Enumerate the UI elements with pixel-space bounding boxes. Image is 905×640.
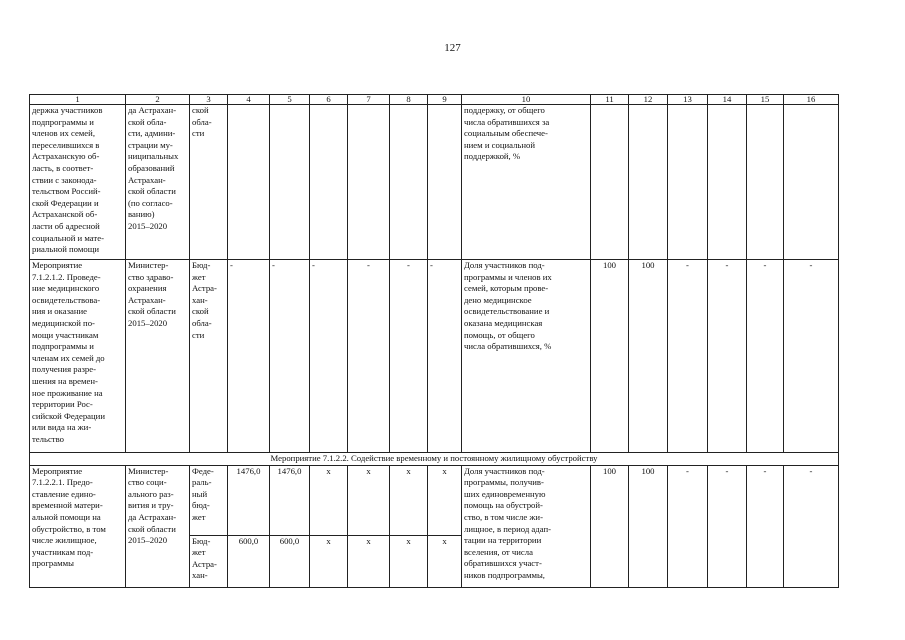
col-number: 5 — [270, 95, 310, 105]
value-cell: 100 — [629, 465, 668, 587]
value-cell: - — [270, 260, 310, 453]
value-cell — [310, 105, 348, 260]
value-cell — [629, 105, 668, 260]
value-cell: 1476,0 — [270, 465, 310, 535]
table-row — [30, 260, 839, 453]
value-cell: х — [310, 535, 348, 587]
indicator-cell: поддержку, от общего числа обратившихся за социальным обеспече- нием и социальной поддержкой, % — [462, 105, 591, 260]
executor-cell: Министер- ство здраво- охранения Астрахан- ской области 2015–2020 — [126, 260, 190, 453]
col-number: 9 — [428, 95, 462, 105]
event-name-cell: Мероприятие 7.1.2.1.2. Проведе- ние медицинского освидетельствова- ния и оказание медицинской по- мощи участникам подпрограммы и членам их семей до получения разре- шения на времен- ное проживание на территории Рос- сийской Федерации или вида на жи- тельство — [30, 260, 126, 453]
value-cell — [428, 105, 462, 260]
value-cell: 100 — [629, 260, 668, 453]
col-number: 3 — [190, 95, 228, 105]
value-cell — [784, 105, 839, 260]
col-number: 6 — [310, 95, 348, 105]
program-table — [29, 94, 839, 588]
value-cell: - — [668, 465, 708, 587]
value-cell: 100 — [591, 260, 629, 453]
value-cell — [390, 105, 428, 260]
event-name-cell: держка участников подпрограммы и членов их семей, переселившихся в Астраханскую об- ласть, в соответ- ствии с законода- тельством Россий- ской Федерации и Астраханской об- ласти об адресной социальной и мате- риальной помощи — [30, 105, 126, 260]
value-cell — [270, 105, 310, 260]
col-number: 14 — [708, 95, 747, 105]
value-cell — [708, 105, 747, 260]
col-number: 11 — [591, 95, 629, 105]
value-cell — [668, 105, 708, 260]
value-cell: - — [747, 465, 784, 587]
col-number: 7 — [348, 95, 390, 105]
value-cell: 600,0 — [228, 535, 270, 587]
value-cell: - — [348, 260, 390, 453]
indicator-cell: Доля участников под- программы, получив- ших единовременную помощь на обустрой- ство, в том числе жи- лищное, в период адап- тации на территории вселения, от числа обратившихся участ- ников подпрограммы, — [462, 465, 591, 587]
value-cell: х — [428, 465, 462, 535]
value-cell — [228, 105, 270, 260]
value-cell — [591, 105, 629, 260]
value-cell: х — [348, 465, 390, 535]
col-number: 1 — [30, 95, 126, 105]
page-number: 127 — [444, 42, 461, 54]
section-row — [30, 453, 839, 466]
value-cell: 100 — [591, 465, 629, 587]
value-cell: х — [348, 535, 390, 587]
value-cell: х — [390, 535, 428, 587]
value-cell: - — [310, 260, 348, 453]
col-number: 13 — [668, 95, 708, 105]
column-numbers-row — [30, 95, 839, 105]
col-number: 10 — [462, 95, 591, 105]
col-number: 12 — [629, 95, 668, 105]
value-cell: - — [708, 465, 747, 587]
funding-source-cell: Бюд- жет Астра- хан- — [190, 535, 228, 587]
value-cell — [348, 105, 390, 260]
value-cell: х — [428, 535, 462, 587]
executor-cell: да Астрахан- ской обла- сти, админи- страции му- ниципальных образований Астрахан- ской области (по согласо- ванию) 2015–2020 — [126, 105, 190, 260]
funding-source-cell: Феде- раль- ный бюд- жет — [190, 465, 228, 535]
col-number: 2 — [126, 95, 190, 105]
funding-source-cell: ской обла- сти — [190, 105, 228, 260]
value-cell: - — [228, 260, 270, 453]
section-title: Мероприятие 7.1.2.2. Содействие временному и постоянному жилищному обустройству — [30, 453, 839, 466]
value-cell: 600,0 — [270, 535, 310, 587]
value-cell: - — [708, 260, 747, 453]
event-name-cell: Мероприятие 7.1.2.2.1. Предо- ставление едино- временной матери- альной помощи на обустройство, в том числе жилищное, участникам под- программы — [30, 465, 126, 587]
executor-cell: Министер- ство соци- ального раз- вития и тру- да Астрахан- ской области 2015–2020 — [126, 465, 190, 587]
value-cell: - — [428, 260, 462, 453]
col-number: 4 — [228, 95, 270, 105]
value-cell: 1476,0 — [228, 465, 270, 535]
value-cell — [747, 105, 784, 260]
value-cell: - — [668, 260, 708, 453]
col-number: 8 — [390, 95, 428, 105]
table-row — [30, 465, 839, 535]
value-cell: х — [310, 465, 348, 535]
value-cell: - — [784, 465, 839, 587]
value-cell: - — [784, 260, 839, 453]
col-number: 16 — [784, 95, 839, 105]
table-row — [30, 105, 839, 260]
funding-source-cell: Бюд- жет Астра- хан- ской обла- сти — [190, 260, 228, 453]
value-cell: - — [747, 260, 784, 453]
value-cell: х — [390, 465, 428, 535]
value-cell: - — [390, 260, 428, 453]
indicator-cell: Доля участников под- программы и членов их семей, которым прове- дено медицинское освидетельствование и оказана медицинская помощь, от общего числа обратившихся, % — [462, 260, 591, 453]
col-number: 15 — [747, 95, 784, 105]
